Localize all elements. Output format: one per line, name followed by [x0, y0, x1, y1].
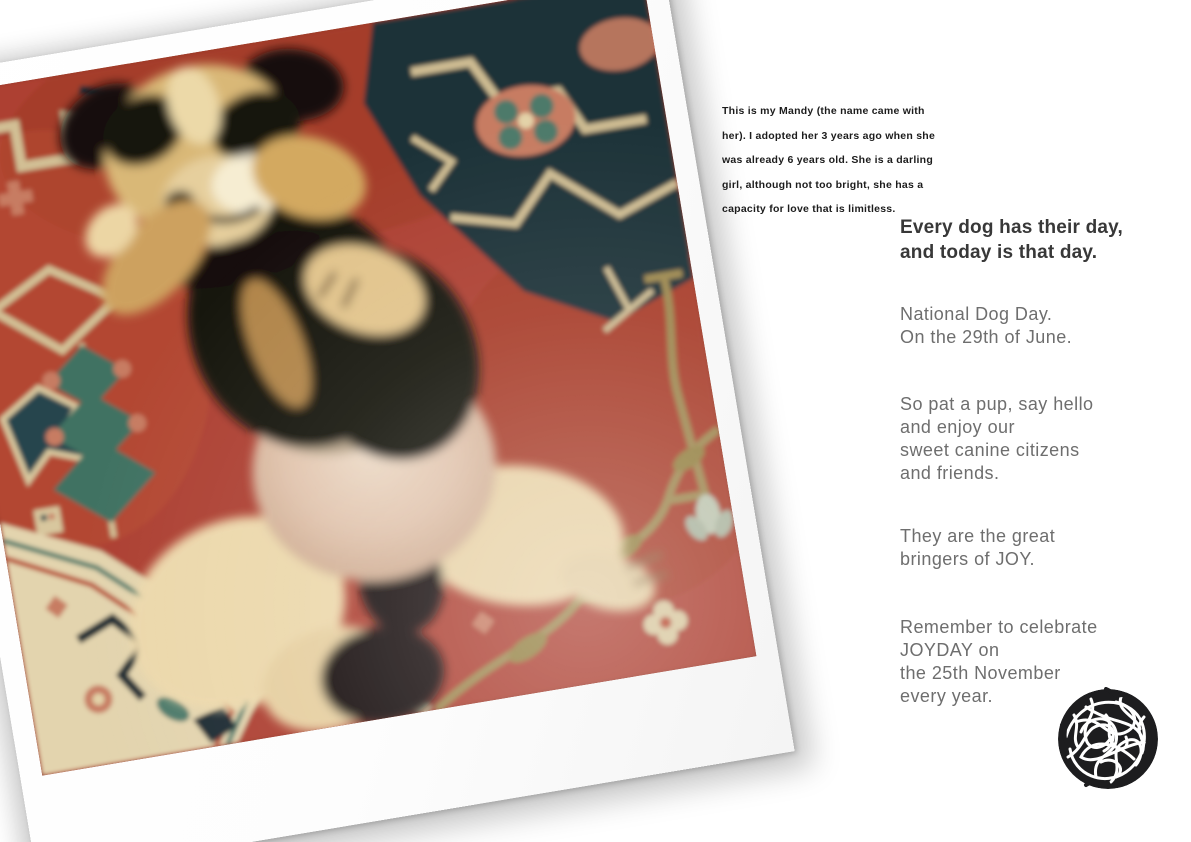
body-block-national-dog-day: [900, 303, 1072, 349]
body-block-pat-a-pup: [900, 393, 1093, 485]
body-line: So pat a pup, say hello: [900, 394, 1094, 414]
body-line: sweet canine citizens: [900, 440, 1080, 460]
scribble-circle-icon: [1056, 687, 1160, 791]
headline-line: Every dog has their day,: [900, 217, 1124, 238]
caption-line: girl, although not too bright, she has a: [722, 178, 924, 191]
body-line: every year.: [900, 686, 993, 706]
body-line: the 25th November: [900, 663, 1061, 683]
headline: [900, 215, 1123, 265]
caption-line: was already 6 years old. She is a darling: [722, 154, 934, 166]
body-line: They are the great: [900, 526, 1056, 546]
body-line: bringers of JOY.: [900, 549, 1035, 569]
body-line: National Dog Day.: [900, 304, 1053, 324]
caption-line: capacity for love that is limitless.: [722, 203, 896, 215]
body-line: JOYDAY on: [900, 640, 1000, 660]
body-line: and enjoy our: [900, 417, 1015, 437]
caption-line: her). I adopted her 3 years ago when she: [722, 129, 936, 142]
body-line: and friends.: [900, 463, 1000, 483]
body-block-bringers-of-joy: [900, 525, 1055, 571]
scribble-logo: [1056, 687, 1160, 791]
body-line: On the 29th of June.: [900, 327, 1073, 347]
headline-line: and today is that day.: [900, 242, 1098, 263]
photo-caption: [722, 99, 935, 222]
body-line: Remember to celebrate: [900, 617, 1098, 637]
caption-line: This is my Mandy (the name came with: [722, 105, 925, 117]
